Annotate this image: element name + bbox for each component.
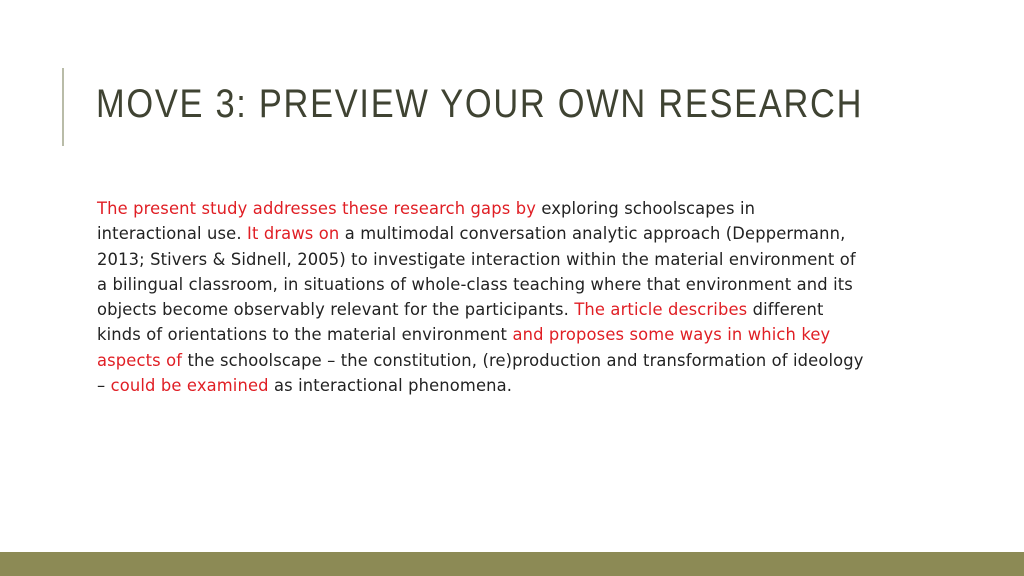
title-accent-bar [62,68,64,146]
highlight-phrase: could be examined [110,376,269,397]
body-segment: a multimodal conversation analytic approach (Deppermann, 2013; Stivers & Sidnell, 2005) to investigate interaction within the material environment of a bilingual classroom, in situations of whole-class teaching where that environment and its objects become observably relevant for the participants. [97,224,856,321]
footer-bar [0,552,1024,576]
highlight-phrase: The present study addresses these research gaps by [97,199,537,219]
body-segment: different kinds of orientations to the material environment [97,300,824,346]
highlight-phrase: and proposes some ways in which key aspects of [97,325,831,371]
body-segment: the schoolscape – the constitution, (re)production and transformation of ideology – [97,350,864,397]
body-segment: exploring schoolscapes in interactional use. [97,199,756,245]
highlight-phrase: It draws on [246,224,340,245]
highlight-phrase: The article describes [574,300,748,321]
body-paragraph [97,197,865,399]
body-segment: as interactional phenomena. [268,376,513,397]
slide-title: MOVE 3: PREVIEW YOUR OWN RESEARCH [96,82,864,126]
